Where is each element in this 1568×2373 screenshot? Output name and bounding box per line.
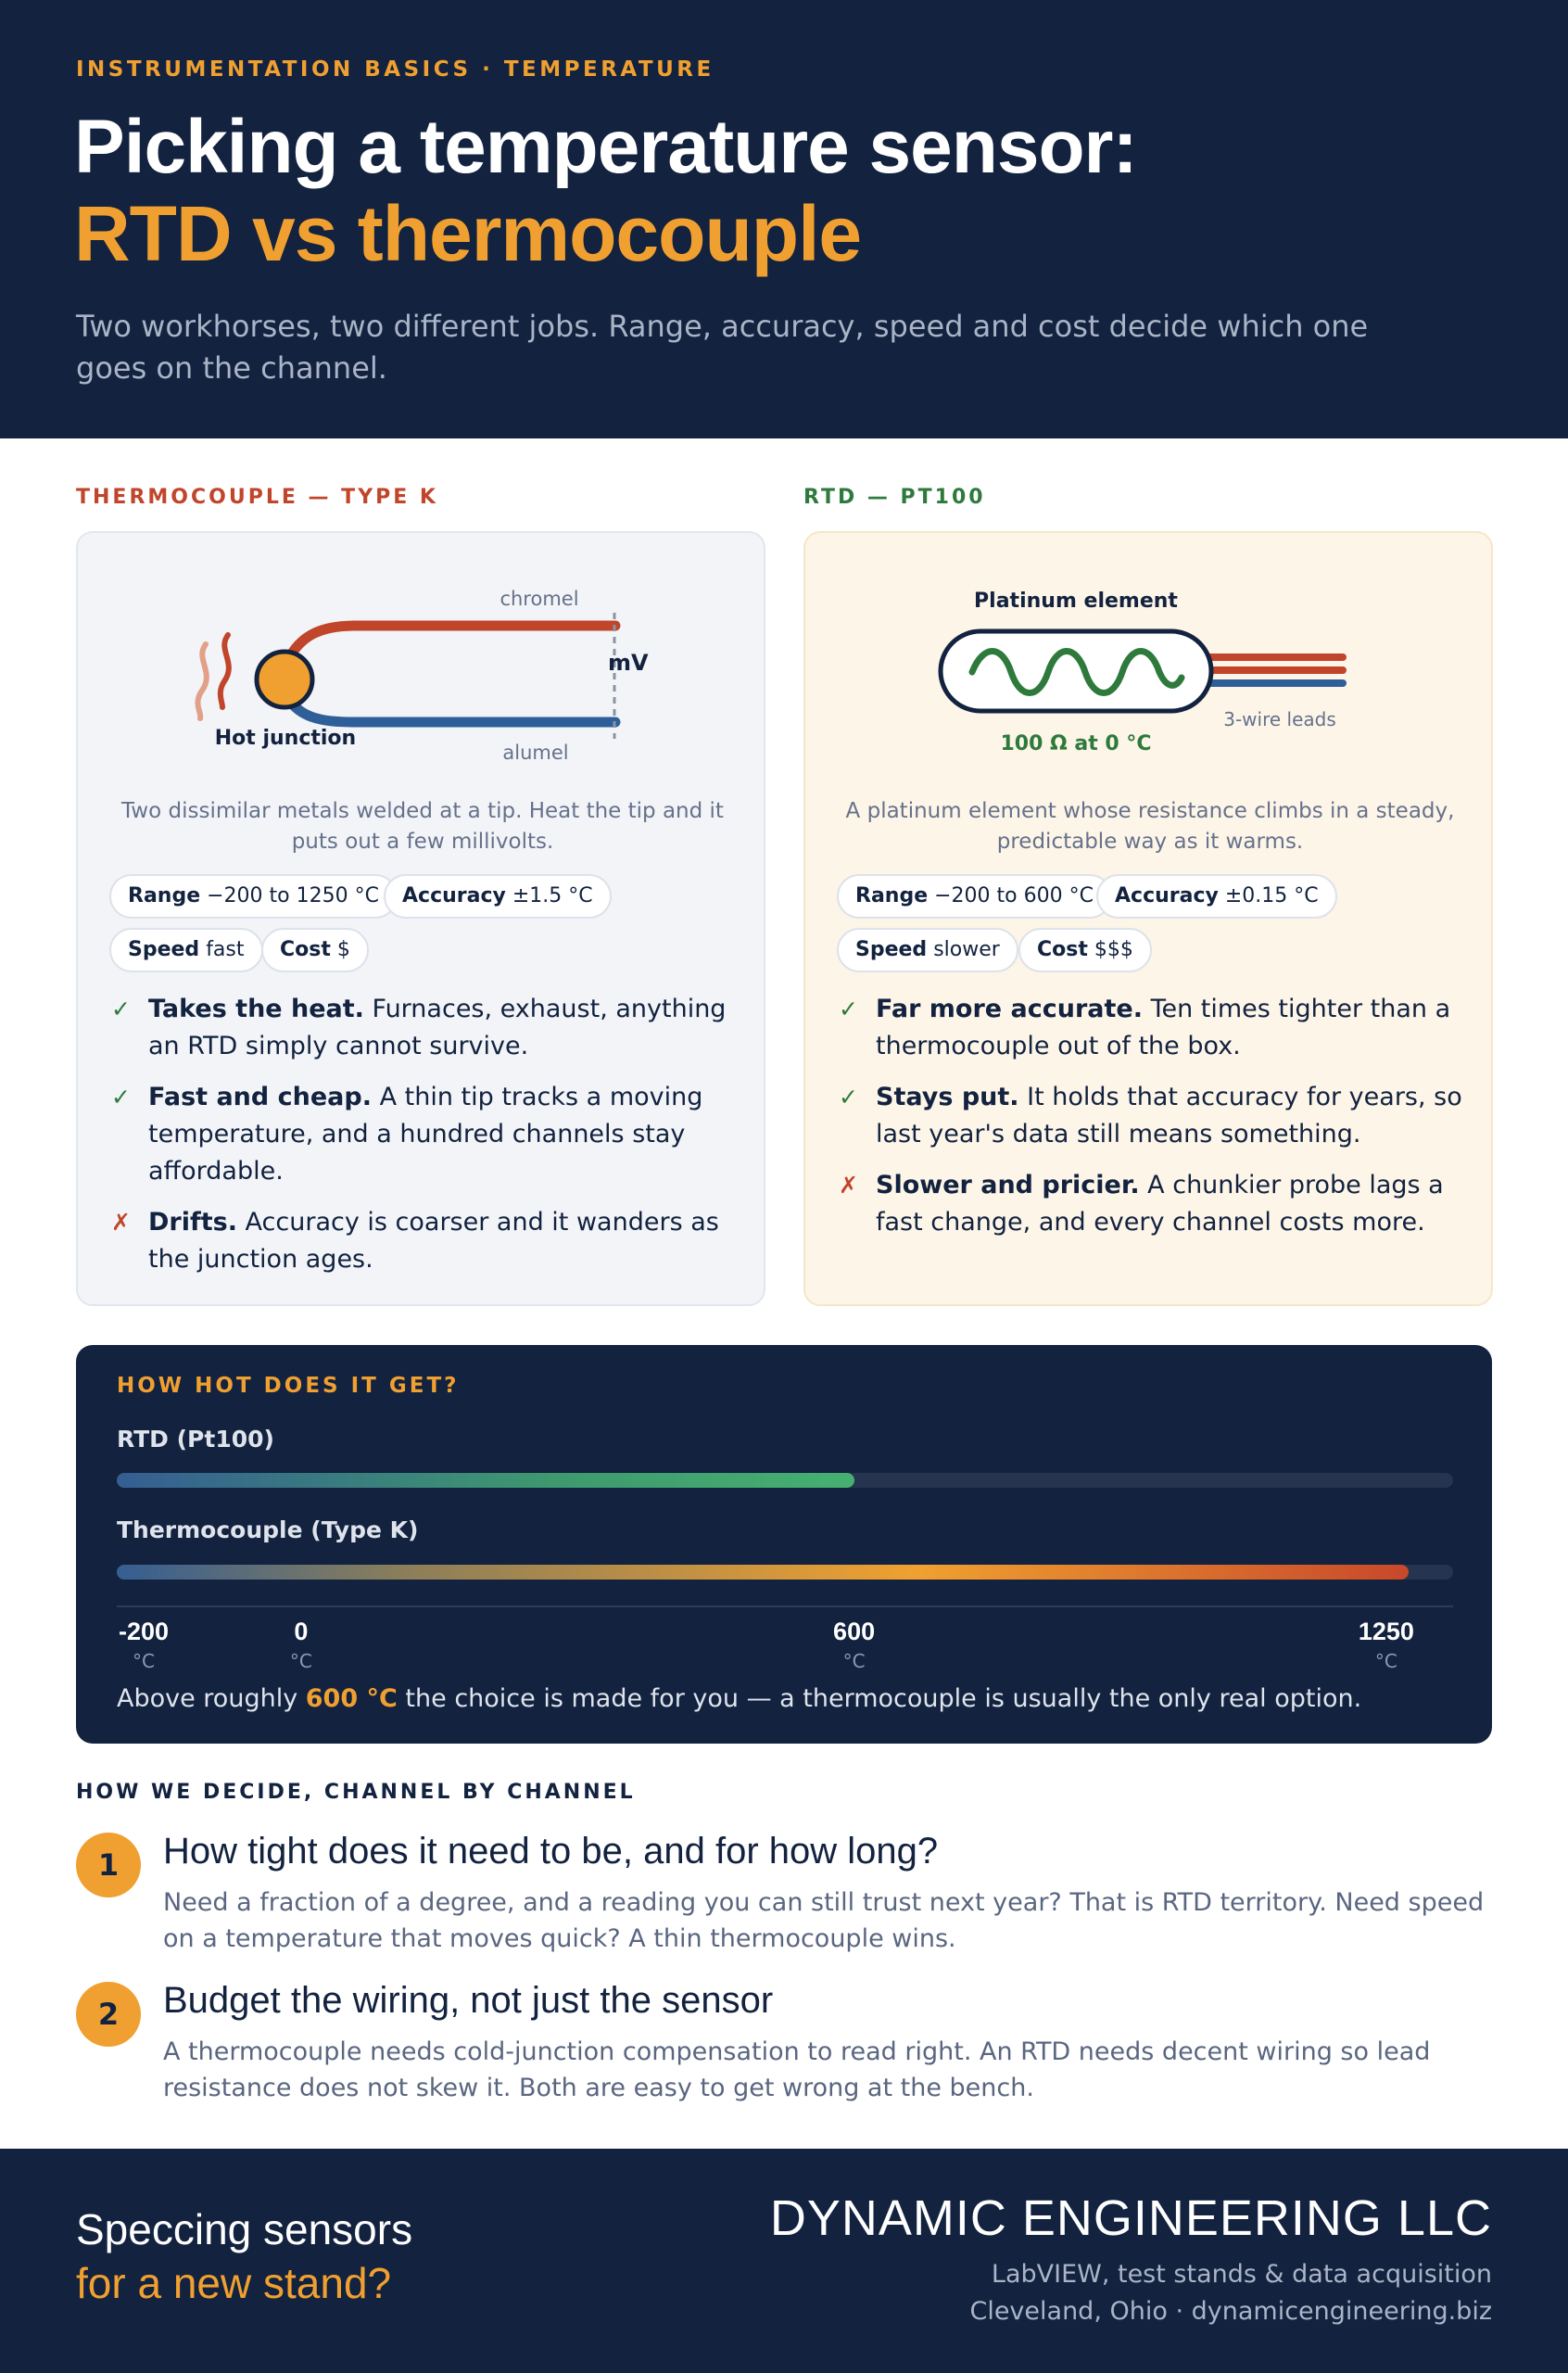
platinum-element (941, 631, 1211, 711)
con-item: ✗ Drifts. Accuracy is coarser and it wanders as the junction ages. (111, 1204, 741, 1278)
thermocouple-label: THERMOCOUPLE — TYPE K (76, 486, 438, 509)
range-chip: Range −200 to 600 °C (837, 874, 1112, 919)
resistance-label: 100 Ω at 0 °C (1000, 732, 1152, 755)
check-icon: ✓ (111, 996, 131, 1022)
heat-wave-icon (197, 644, 206, 718)
thermocouple-points (111, 991, 741, 1292)
con-item: ✗ Slower and pricier. A chunkier probe lags a fast change, and every channel costs more. (839, 1167, 1469, 1241)
hero-header (0, 0, 1568, 438)
step-number-badge: 1 (76, 1833, 141, 1897)
rtd-label: RTD — PT100 (803, 486, 986, 509)
range-chip: Range −200 to 1250 °C (109, 874, 398, 919)
company-tagline: LabVIEW, test stands & data acquisition (991, 2260, 1492, 2289)
cost-chip: Cost $ (261, 928, 369, 972)
step-body: A thermocouple needs cold-junction compensation to read right. An RTD needs decent wiring so lead resistance does not skew it. Both are easy to get wrong at the bench. (163, 2037, 1431, 2102)
thermocouple-diagram (78, 533, 767, 774)
pro-item: ✓ Far more accurate. Ten times tighter than a thermocouple out of the box. (839, 991, 1469, 1065)
range-panel (76, 1345, 1492, 1744)
cta-line: Speccing sensors (76, 2205, 413, 2253)
thermocouple-range-track (117, 1565, 1453, 1580)
axis-tick: -200 °C (118, 1618, 170, 1672)
check-icon: ✓ (111, 1084, 131, 1110)
rtd-range-label: RTD (Pt100) (117, 1426, 274, 1453)
heat-wave-icon (221, 635, 229, 707)
chromel-wire (284, 626, 615, 670)
rtd-description: A platinum element whose resistance climbs in a steady, predictable way as it warms. (845, 799, 1455, 854)
mv-label: mV (608, 650, 649, 676)
axis-tick: 1250 °C (1358, 1618, 1414, 1672)
range-axis (117, 1605, 1453, 1607)
thermocouple-description: Two dissimilar metals welded at a tip. Heat the tip and it puts out a few millivolts. (121, 799, 724, 854)
lede: Two workhorses, two different jobs. Range, accuracy, speed and cost decide which one goes on the channel. (76, 309, 1369, 386)
accuracy-chip: Accuracy ±1.5 °C (384, 874, 612, 919)
hot-junction (257, 652, 312, 707)
check-icon: ✓ (839, 1084, 858, 1110)
footer (0, 2149, 1568, 2373)
check-icon: ✓ (839, 996, 858, 1022)
company-name: DYNAMIC ENGINEERING LLC (769, 2190, 1492, 2246)
pro-item: ✓ Stays put. It holds that accuracy for years, so last year's data still means something. (839, 1079, 1469, 1153)
leads-label: 3-wire leads (1223, 708, 1336, 730)
page-title: Picking a temperature sensor: (74, 105, 1137, 189)
alumel-label: alumel (502, 742, 569, 764)
axis-tick: 0 °C (289, 1618, 312, 1672)
accuracy-chip: Accuracy ±0.15 °C (1096, 874, 1337, 919)
rtd-range-track (117, 1473, 1453, 1488)
range-panel-title: HOW HOT DOES IT GET? (117, 1374, 460, 1398)
rtd-card (803, 531, 1493, 1306)
company-location: Cleveland, Ohio · dynamicengineering.biz (969, 2297, 1492, 2326)
cross-icon: ✗ (839, 1172, 858, 1199)
page-title-highlight: RTD vs thermocouple (74, 190, 862, 277)
cost-chip: Cost $$$ (1018, 928, 1152, 972)
pro-item: ✓ Fast and cheap. A thin tip tracks a moving temperature, and a hundred channels stay affordable. (111, 1079, 741, 1190)
chromel-label: chromel (499, 588, 579, 610)
decide-heading: HOW WE DECIDE, CHANNEL BY CHANNEL (76, 1781, 636, 1804)
axis-tick: 600 °C (833, 1618, 876, 1672)
speed-chip: Speed fast (109, 928, 263, 972)
rtd-range-bar (117, 1473, 854, 1488)
step-body: Need a fraction of a degree, and a reading you can still trust next year? That is RTD territory. Need speed on a temperature that moves quick? A thin thermocouple wins. (163, 1888, 1485, 1953)
hot-junction-label: Hot junction (214, 727, 357, 750)
step-number-badge: 2 (76, 1982, 141, 2047)
rtd-points (839, 991, 1469, 1255)
eyebrow: INSTRUMENTATION BASICS · TEMPERATURE (76, 57, 714, 82)
speed-chip: Speed slower (837, 928, 1018, 972)
step-heading: Budget the wiring, not just the sensor (163, 1980, 774, 2021)
platinum-element-label: Platinum element (974, 590, 1178, 613)
step-heading: How tight does it need to be, and for how long? (163, 1831, 939, 1872)
rtd-diagram (805, 533, 1495, 774)
thermocouple-range-label: Thermocouple (Type K) (117, 1516, 419, 1543)
range-note: Above roughly 600 °C the choice is made for you — a thermocouple is usually the only real option. (117, 1684, 1362, 1713)
pro-item: ✓ Takes the heat. Furnaces, exhaust, anything an RTD simply cannot survive. (111, 991, 741, 1065)
cta-line-highlight: for a new stand? (76, 2259, 392, 2307)
thermocouple-range-bar (117, 1565, 1409, 1580)
cross-icon: ✗ (111, 1209, 131, 1236)
alumel-wire (284, 692, 615, 722)
thermocouple-card (76, 531, 765, 1306)
